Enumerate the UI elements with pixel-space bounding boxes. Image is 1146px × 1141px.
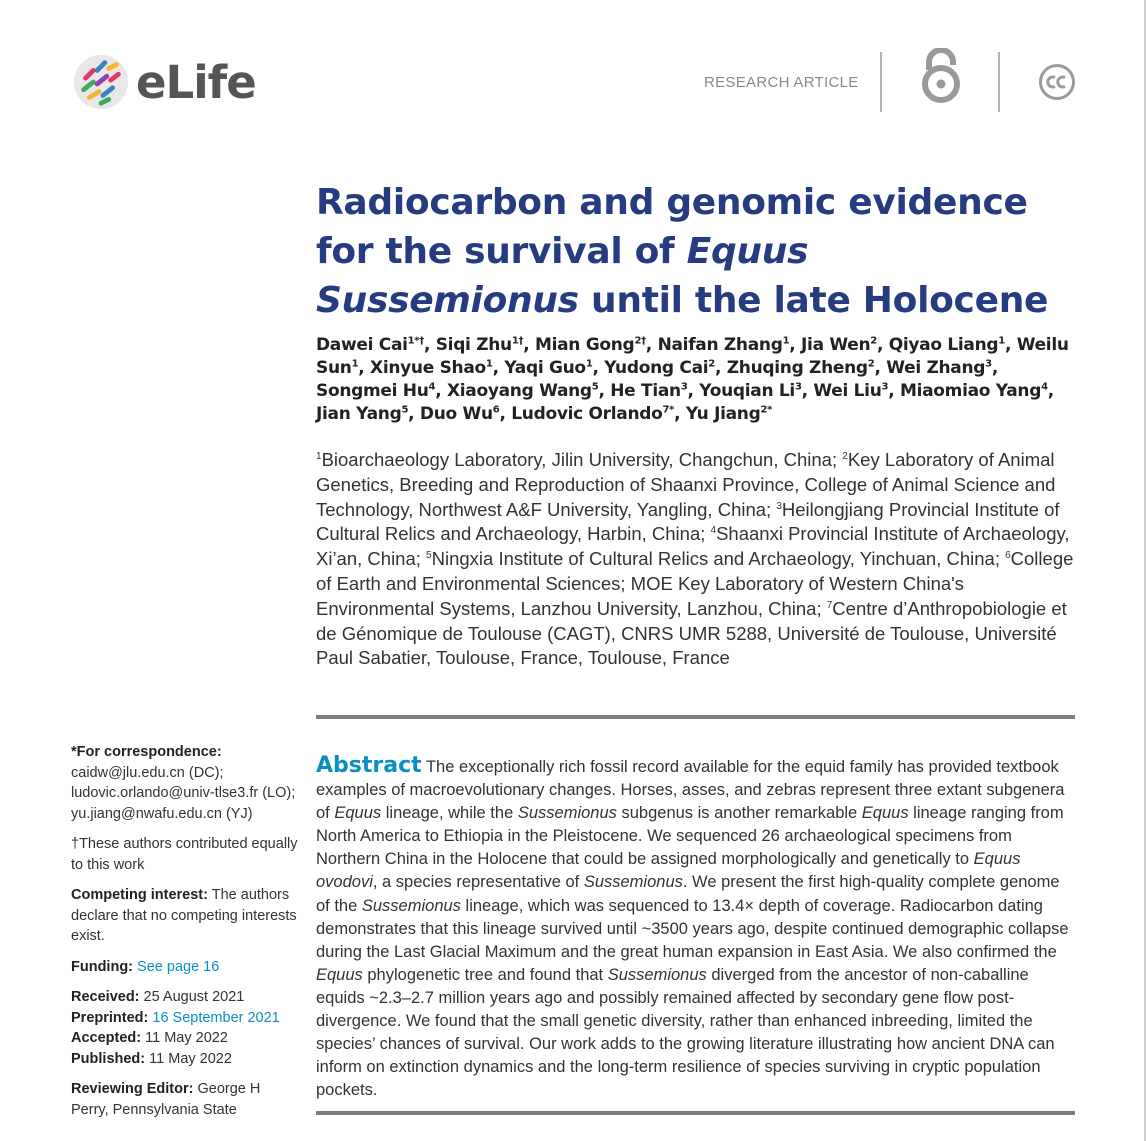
author-affiliation-mark: 2 — [867, 358, 875, 370]
affiliation-number: 6 — [1005, 550, 1011, 562]
abstract-italic-term: Sussemionus — [583, 873, 683, 892]
affiliation-text: Heilongjiang Provincial Institute of Cultural Relics and Archaeology, Harbin, China — [316, 498, 1060, 545]
affiliation-text: College of Earth and Environmental Sciences; MOE Key Laboratory of Western China's Environmental Systems, Lanzhou University, Lanzhou, China — [316, 548, 1074, 619]
affiliation-number: 5 — [426, 550, 432, 562]
abstract-text: subgenus is another remarkable — [616, 804, 862, 823]
competing-label: Competing interest: — [71, 887, 208, 903]
equal-contribution-note: †These authors contributed equally to this work — [71, 836, 298, 873]
author-name: Naifan Zhang — [657, 335, 783, 355]
affiliation-list: $^1$Bioarchaeology Laboratory, Jilin University, Changchun, China; $^2$Key Laboratory of Animal Genetics, Breeding and Reproduction of Shaanxi Province, College of Animal Science and Technology, Northwest A&F University, Yangling, China; $^3$Heilongjiang Provincial Institute of Cultural Relics and Archaeology, Harbin, China; $^4$Shaanxi Provincial Institute of Archaeology, Xi’an, China; $^5$Ningxia Institute of Cultural Relics and Archaeology, Yinchuan, China; $^6$College of Earth and Environmental Sciences; MOE Key Laboratory of Western China's Environmental Systems, Lanzhou University, Lanzhou, China; $^7$Centre d’Anthropobiologie et de Génomique de Toulouse (CAGT), CNRS UMR 5288, Université de Toulouse, Université Paul Sabatier, Toulouse, France, Toulouse, France — [316, 449, 1074, 669]
received-date: 25 August 2021 — [143, 989, 245, 1005]
author-name: Weilu Sun — [316, 335, 1069, 378]
abstract-text: , a species representative of — [372, 873, 584, 892]
author-name: Mian Gong — [534, 335, 635, 355]
author-affiliation-mark: 2 — [870, 335, 877, 347]
title-text: until the late Holocene — [578, 280, 1049, 321]
preprinted-date-link[interactable]: 16 September 2021 — [152, 1009, 280, 1026]
author-name: Wei Zhang — [886, 358, 986, 378]
author-name: Zhuqing Zheng — [726, 358, 868, 378]
abstract-text: phylogenetic tree and found that — [362, 965, 608, 984]
author-affiliation-mark: 3 — [881, 381, 889, 393]
author-name: Qiyao Liang — [888, 335, 999, 355]
article-title — [316, 178, 1076, 325]
title-species: Equus Sussemionus — [316, 231, 809, 321]
accepted-label: Accepted: — [71, 1030, 142, 1046]
author-affiliation-mark: 3 — [794, 381, 802, 393]
article-sidebar — [71, 742, 301, 1120]
reviewing-editor-block — [71, 1079, 301, 1120]
author-affiliation-mark: 2† — [634, 335, 646, 347]
elife-logo-icon — [72, 53, 130, 111]
section-divider — [316, 715, 1075, 719]
published-date: 11 May 2022 — [149, 1050, 232, 1067]
author-name: Songmei Hu — [316, 381, 429, 401]
author-affiliation-mark: 5 — [401, 404, 409, 416]
author-name: Yu Jiang — [685, 404, 761, 424]
funding-label: Funding: — [71, 958, 134, 975]
accepted-date: 11 May 2022 — [145, 1030, 228, 1046]
author-affiliation-mark: 1 — [585, 358, 593, 370]
author-name: Ludovic Orlando — [511, 404, 663, 424]
author-name: Jia Wen — [801, 335, 871, 355]
elife-logo[interactable] — [72, 52, 256, 112]
affiliation-number: 7 — [826, 599, 833, 611]
correspondence-email[interactable]: caidw@jlu.edu.cn (DC); — [71, 764, 224, 781]
affiliation-number: 2 — [842, 450, 848, 462]
author-name: Duo Wu — [419, 404, 493, 424]
abstract-text: lineage, which was sequenced to 13.4× depth of coverage. Radiocarbon dating demonstrates that this lineage survived until ~3500 years ago, despite continued demographic collapse during the Last Glacial Maximum and the great human expansion in East Asia. We also confirmed the — [316, 896, 1069, 961]
abstract-text: The exceptionally rich fossil record available for the equid family has provided textbook examples of macroevolutionary changes. Horses, asses, and zebras represent three extant subgenera of — [316, 758, 1065, 823]
correspondence-label: *For correspondence: — [71, 744, 222, 760]
affiliation-number: 3 — [776, 500, 782, 512]
author-affiliation-mark: 1 — [351, 358, 359, 370]
funding-block — [71, 957, 301, 978]
author-name: Yaqi Guo — [504, 358, 586, 378]
abstract-italic-term: Sussemionus — [517, 804, 617, 823]
author-name: He Tian — [610, 381, 681, 401]
abstract-italic-term: Equus — [861, 804, 909, 823]
abstract-italic-term: Equus — [316, 965, 363, 984]
abstract-text: . We present the first high-quality complete genome of the — [316, 873, 1060, 915]
affiliation-number: 1 — [316, 450, 322, 462]
author-affiliation-mark: 1 — [485, 358, 493, 370]
author-list: Dawei Cai$^{1*\dagger}$, Siqi Zhu$^{1\dagger}$, Mian Gong$^{2\dagger}$, Naifan Zhang$^1$, Jia Wen$^2$, Qiyao Liang$^1$, Weilu Sun$^1$, Xinyue Shao$^1$, Yaqi Guo$^1$, Yudong Cai$^2$, Zhuqing Zheng$^2$, Wei Zhang$^3$, Songmei Hu$^4$, Xiaoyang Wang$^5$, He Tian$^3$, Youqian Li$^3$, Wei Liu$^3$, Miaomiao Yang$^4$, Jian Yang$^5$, Duo Wu$^6$, Ludovic Orlando$^{7*}$, Yu Jiang$^{2*}$ — [316, 335, 1069, 424]
abstract-body — [316, 758, 1069, 1099]
author-name: Xinyue Shao — [370, 358, 486, 378]
reviewing-editor-label: Reviewing Editor: — [71, 1081, 194, 1097]
author-name: Siqi Zhu — [435, 335, 512, 355]
author-affiliation-mark: 2 — [708, 358, 715, 370]
affiliation-text: Centre d’Anthropobiologie et de Génomique de Toulouse (CAGT), CNRS UMR 5288, Université de Toulouse, Université Paul Sabatier, Toulouse, France, Toulouse, France — [316, 597, 1067, 669]
author-affiliation-mark: 2* — [760, 404, 773, 416]
author-name: Wei Liu — [813, 381, 882, 401]
abstract — [316, 754, 1076, 1102]
author-name: Yudong Cai — [604, 358, 709, 378]
abstract-heading: Abstract — [316, 753, 422, 778]
journal-name: eLife — [136, 55, 256, 109]
affiliation-text: Shaanxi Provincial Institute of Archaeology, Xi’an, China — [316, 523, 1070, 570]
received-label: Received: — [71, 989, 140, 1005]
abstract-text: lineage ranging from North America to Ethiopia in the Pleistocene. We sequenced 26 archaeological specimens from Northern China in the Holocene that could be assigned morphologically and genetically to — [316, 804, 1064, 869]
abstract-italic-term: Equus — [334, 804, 382, 823]
author-affiliation-mark: 3 — [985, 358, 992, 370]
author-affiliation-mark: 3 — [680, 381, 688, 393]
author-affiliation-mark: 1 — [998, 335, 1005, 347]
competing-interest-block — [71, 885, 301, 947]
preprinted-label: Preprinted: — [71, 1009, 149, 1026]
author-name: Dawei Cai — [316, 335, 408, 355]
abstract-text: diverged from the ancestor of non-caballine equids ~2.3–2.7 million years ago and possibly remained affected by secondary gene flow post-divergence. We found that the small genetic diversity, rather than enhanced inbreeding, limited the species’ chances of survival. Our work adds to the growing literature illustrating how ancient DNA can inform on extinction dynamics and the long-term resilience of species surviving in cryptic population pockets. — [316, 965, 1055, 1100]
abstract-italic-term: Sussemionus — [607, 965, 707, 984]
abstract-italic-term: Equus ovodovi — [316, 850, 1021, 892]
competing-text: The authors declare that no competing interests exist. — [71, 887, 297, 944]
author-affiliation-mark: 6 — [492, 404, 500, 416]
header-divider — [998, 52, 1000, 112]
correspondence-block — [71, 742, 301, 824]
affiliation-text: Bioarchaeology Laboratory, Jilin University, Changchun, China — [321, 449, 832, 470]
creative-commons-icon[interactable] — [1038, 63, 1076, 101]
title-text: Radiocarbon and genomic evidence for the survival of — [316, 182, 1028, 272]
dates-block — [71, 987, 301, 1069]
author-affiliation-mark: 1† — [511, 335, 524, 347]
author-affiliation-mark: 4 — [1041, 381, 1048, 393]
funding-link[interactable]: See page 16 — [137, 958, 220, 975]
author-name: Miaomiao Yang — [899, 381, 1042, 401]
author-name: Xiaoyang Wang — [446, 381, 592, 401]
author-affiliation-mark: 7* — [662, 404, 675, 416]
author-affiliation-mark: 4 — [428, 381, 436, 393]
article-type: RESEARCH ARTICLE — [704, 74, 859, 91]
author-affiliation-mark: 1*† — [407, 335, 424, 347]
published-label: Published: — [71, 1050, 146, 1067]
header-divider — [880, 52, 882, 112]
author-affiliation-mark: 5 — [591, 381, 599, 393]
correspondence-email[interactable]: ludovic.orlando@univ-tlse3.fr (LO); — [71, 785, 296, 801]
abstract-text: lineage, while the — [381, 804, 518, 823]
affiliation-number: 4 — [710, 525, 717, 537]
affiliation-text: Key Laboratory of Animal Genetics, Breeding and Reproduction of Shaanxi Province, College of Animal Science and Technology, Northwest A&F University, Yangling, China — [316, 449, 1056, 520]
correspondence-email[interactable]: yu.jiang@nwafu.edu.cn (YJ) — [71, 805, 253, 822]
author-name: Youqian Li — [699, 381, 795, 401]
abstract-italic-term: Sussemionus — [361, 896, 461, 915]
author-affiliation-mark: 1 — [782, 335, 790, 347]
author-name: Jian Yang — [316, 404, 402, 424]
reviewing-editor-name: George H Perry, Pennsylvania State — [71, 1081, 261, 1118]
affiliation-text: Ningxia Institute of Cultural Relics and Archaeology, Yinchuan, China — [431, 548, 995, 570]
open-access-lock-icon[interactable] — [918, 48, 964, 104]
section-divider — [316, 1111, 1075, 1115]
